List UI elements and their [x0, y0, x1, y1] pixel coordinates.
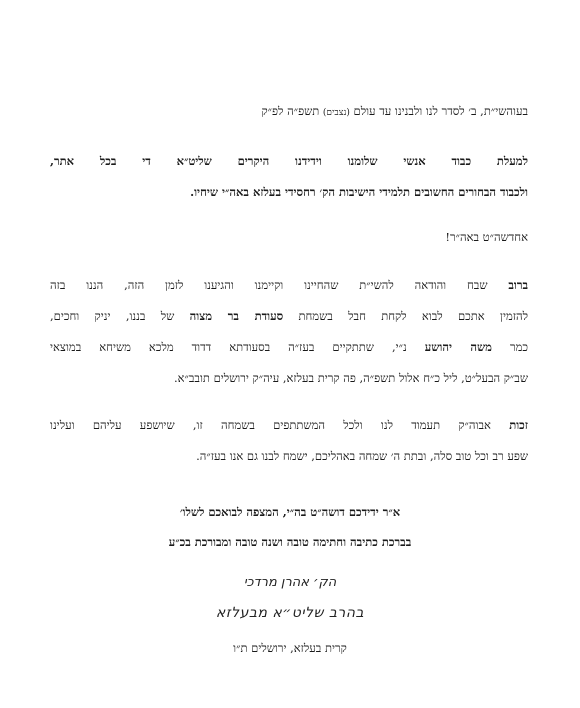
- paragraph2-lead-word: זכות: [509, 418, 528, 432]
- paragraph2-line-1: [50, 418, 528, 432]
- greeting: אחדשה״ט באה״ר!: [445, 230, 528, 244]
- event-name: סעודת בר מצוה: [189, 309, 284, 323]
- paragraph2-line-2: שפע רב וכל טוב סלה, ובתת ה׳ שמחה באהליכם, ישמח לבנו גם אנו בעז״ה.: [196, 449, 528, 463]
- place-line: קרית בעלזא, ירושלים ת״ו: [233, 641, 347, 655]
- paragraph1-line-3-post: נ״י, שתתקיים בעז״ה בסעודתא דדוד מלכא משיחא במוצאי: [50, 340, 407, 354]
- paragraph1-line-1: [50, 278, 528, 292]
- bar-mitzvah-name: משה יהושע: [424, 340, 492, 354]
- paragraph1-line-1-text: שבח והודאה להשי״ת שהחיינו וקיימנו והגיענו לזמן הזה, הננו בזה: [50, 278, 488, 292]
- paragraph1-line-2: [50, 309, 528, 323]
- signature-line-2: בהרב שליט״א מבעלזא: [215, 605, 365, 621]
- salutation-line-2: ולכבוד הבחורים החשובים תלמידי הישיבות הק׳ רחסידי בעלזא באה״י שיחיו.: [190, 185, 528, 199]
- paragraph1-line-3-pre: כמר: [509, 340, 528, 354]
- paragraph1-line-2-pre: להזמין אתכם לבוא לקחת חבל בשמחת: [298, 309, 528, 323]
- signature-line-1: הק׳ אהרן מרדכי: [243, 575, 337, 590]
- paragraph1-lead-word: ברוב: [508, 278, 528, 292]
- closing-line-1: א״ר ידידכם דושה״ט בה״י, המצפה לבואכם לשלו׳: [179, 505, 401, 519]
- date-line-pre: בעוהשי״ת, ב׳ לסדר לנו ולבנינו עד עולם: [353, 104, 528, 118]
- paragraph1-line-4: שב״ק הבעל״ט, ליל כ״ח אלול תשפ״ה, פה קרית בעלזא, עיה״ק ירושלים תובב״א.: [173, 371, 528, 385]
- paragraph1-line-2-post: של בננו, יניק וחכים,: [50, 309, 175, 323]
- date-line-post: תשפ״ה לפ״ק: [261, 104, 320, 118]
- date-line: [50, 104, 528, 120]
- salutation-line-1: למעלת כבוד אנשי שלומנו וידידנו היקרים שליט״א די בכל אתר,: [50, 154, 528, 168]
- closing-line-2: בברכת כתיבה וחתימה טובה ושנה טובה ומבורכת בכ״ע: [168, 535, 412, 549]
- paragraph2-line-1-text: אבוה״ק תעמוד לנו ולכל המשתתפים בשמחה זו, שיושפע עליהם ועלינו: [50, 418, 491, 432]
- paragraph1-line-3: [50, 340, 528, 354]
- date-line-note: (נצבים): [322, 108, 350, 118]
